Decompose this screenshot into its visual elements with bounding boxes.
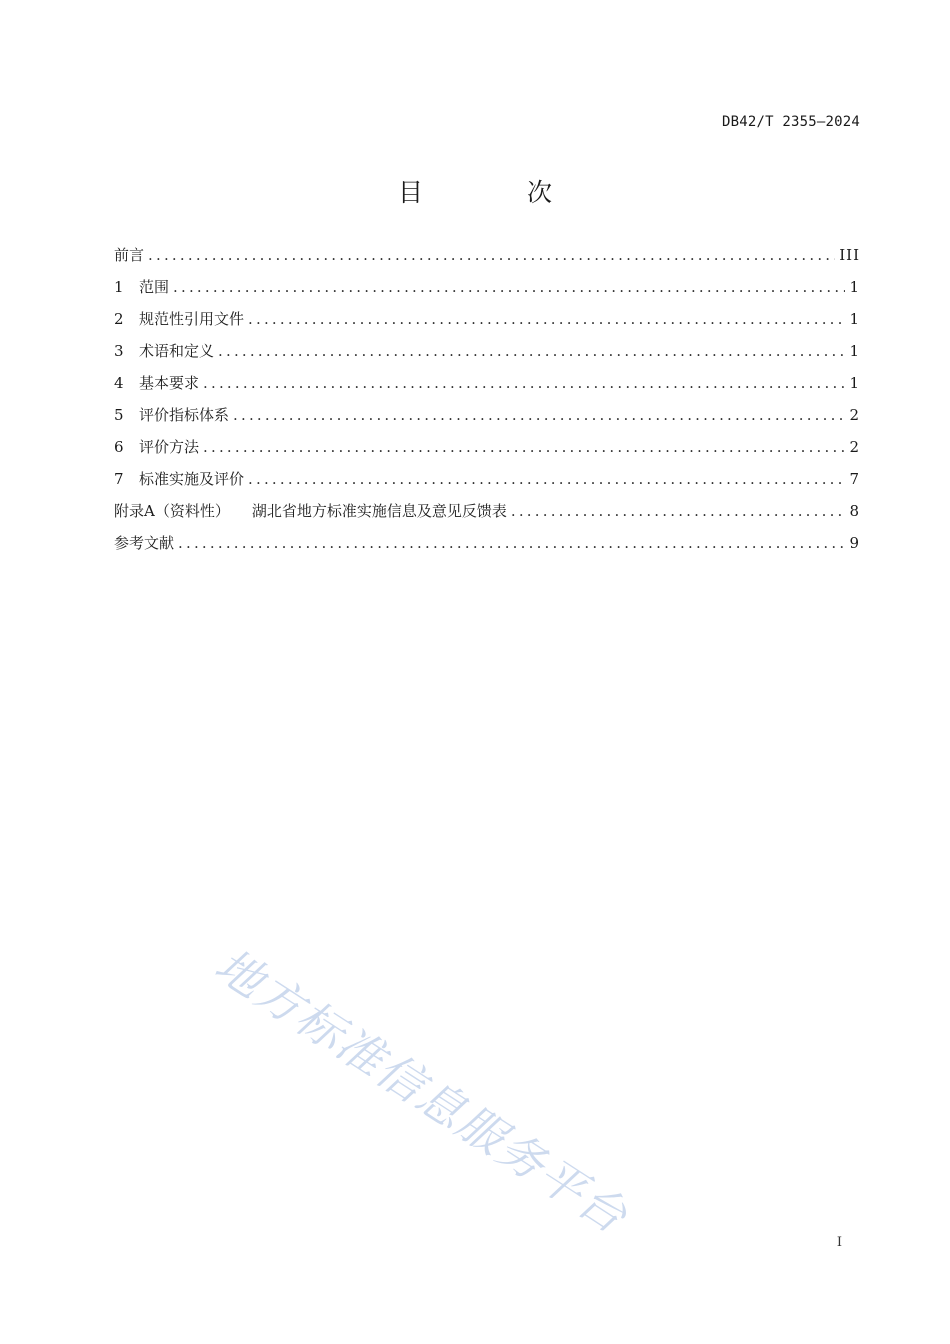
toc-leader-dots [178, 534, 845, 552]
toc-entry-label: 参考文献 [114, 534, 175, 552]
watermark: 地方标准信息服务平台 [205, 937, 638, 1245]
toc-entry-normative-references[interactable] [114, 308, 860, 340]
toc-entry-evaluation-index-system[interactable] [114, 404, 860, 436]
toc-leader-dots [173, 278, 845, 296]
toc-leader-dots [248, 470, 845, 488]
toc-entry-page: III [839, 246, 860, 264]
toc-entry-label: 范围 [139, 278, 170, 296]
toc-entry-label: 术语和定义 [139, 342, 215, 360]
toc-leader-dots [233, 406, 845, 424]
toc-leader-dots [511, 502, 846, 520]
toc-entry-label: 前言 [114, 246, 145, 264]
toc-entry-label: 规范性引用文件 [139, 310, 245, 328]
toc-entry-implementation-evaluation[interactable] [114, 468, 860, 500]
toc-entry-page: 9 [849, 534, 860, 552]
toc-entry-label: 标准实施及评价 [139, 470, 245, 488]
toc-entry-number: 1 [114, 278, 124, 296]
toc-entry-page: 1 [849, 278, 860, 296]
toc-entry-terms-definitions[interactable] [114, 340, 860, 372]
page-title: 目 次 [398, 177, 600, 207]
toc-entry-page: 2 [849, 438, 860, 456]
toc-entry-page: 1 [849, 374, 860, 392]
page-number: I [836, 1235, 842, 1250]
toc-entry-evaluation-method[interactable] [114, 436, 860, 468]
toc-appendix-title: 湖北省地方标准实施信息及意见反馈表 [251, 502, 507, 520]
toc-entry-scope[interactable] [114, 276, 860, 308]
toc-entry-page: 1 [849, 342, 860, 360]
toc-entry-number: 2 [114, 310, 124, 328]
toc-entry-number: 6 [114, 438, 124, 456]
document-code: DB42/T 2355—2024 [721, 114, 860, 130]
toc-entry-basic-requirements[interactable] [114, 372, 860, 404]
toc-entry-preface[interactable] [114, 244, 860, 276]
toc-entry-number: 4 [114, 374, 124, 392]
toc-appendix-label: 附录A（资料性） [114, 502, 230, 520]
toc-leader-dots [218, 342, 845, 360]
toc-leader-dots [203, 438, 845, 456]
toc-entry-label: 评价指标体系 [139, 406, 230, 424]
toc-entry-label: 评价方法 [139, 438, 200, 456]
toc-entry-label [114, 500, 507, 521]
table-of-contents [114, 244, 860, 564]
toc-entry-label: 基本要求 [139, 374, 200, 392]
toc-entry-page: 1 [849, 310, 860, 328]
toc-entry-number: 7 [114, 470, 124, 488]
toc-entry-page: 8 [849, 502, 860, 520]
toc-entry-appendix-a[interactable] [114, 500, 860, 532]
toc-entry-page: 2 [849, 406, 860, 424]
toc-entry-number: 3 [114, 342, 124, 360]
toc-entry-bibliography[interactable] [114, 532, 860, 564]
toc-leader-dots [248, 310, 845, 328]
toc-entry-page: 7 [849, 470, 860, 488]
toc-entry-number: 5 [114, 406, 124, 424]
toc-leader-dots [203, 374, 845, 392]
toc-leader-dots [148, 246, 835, 264]
